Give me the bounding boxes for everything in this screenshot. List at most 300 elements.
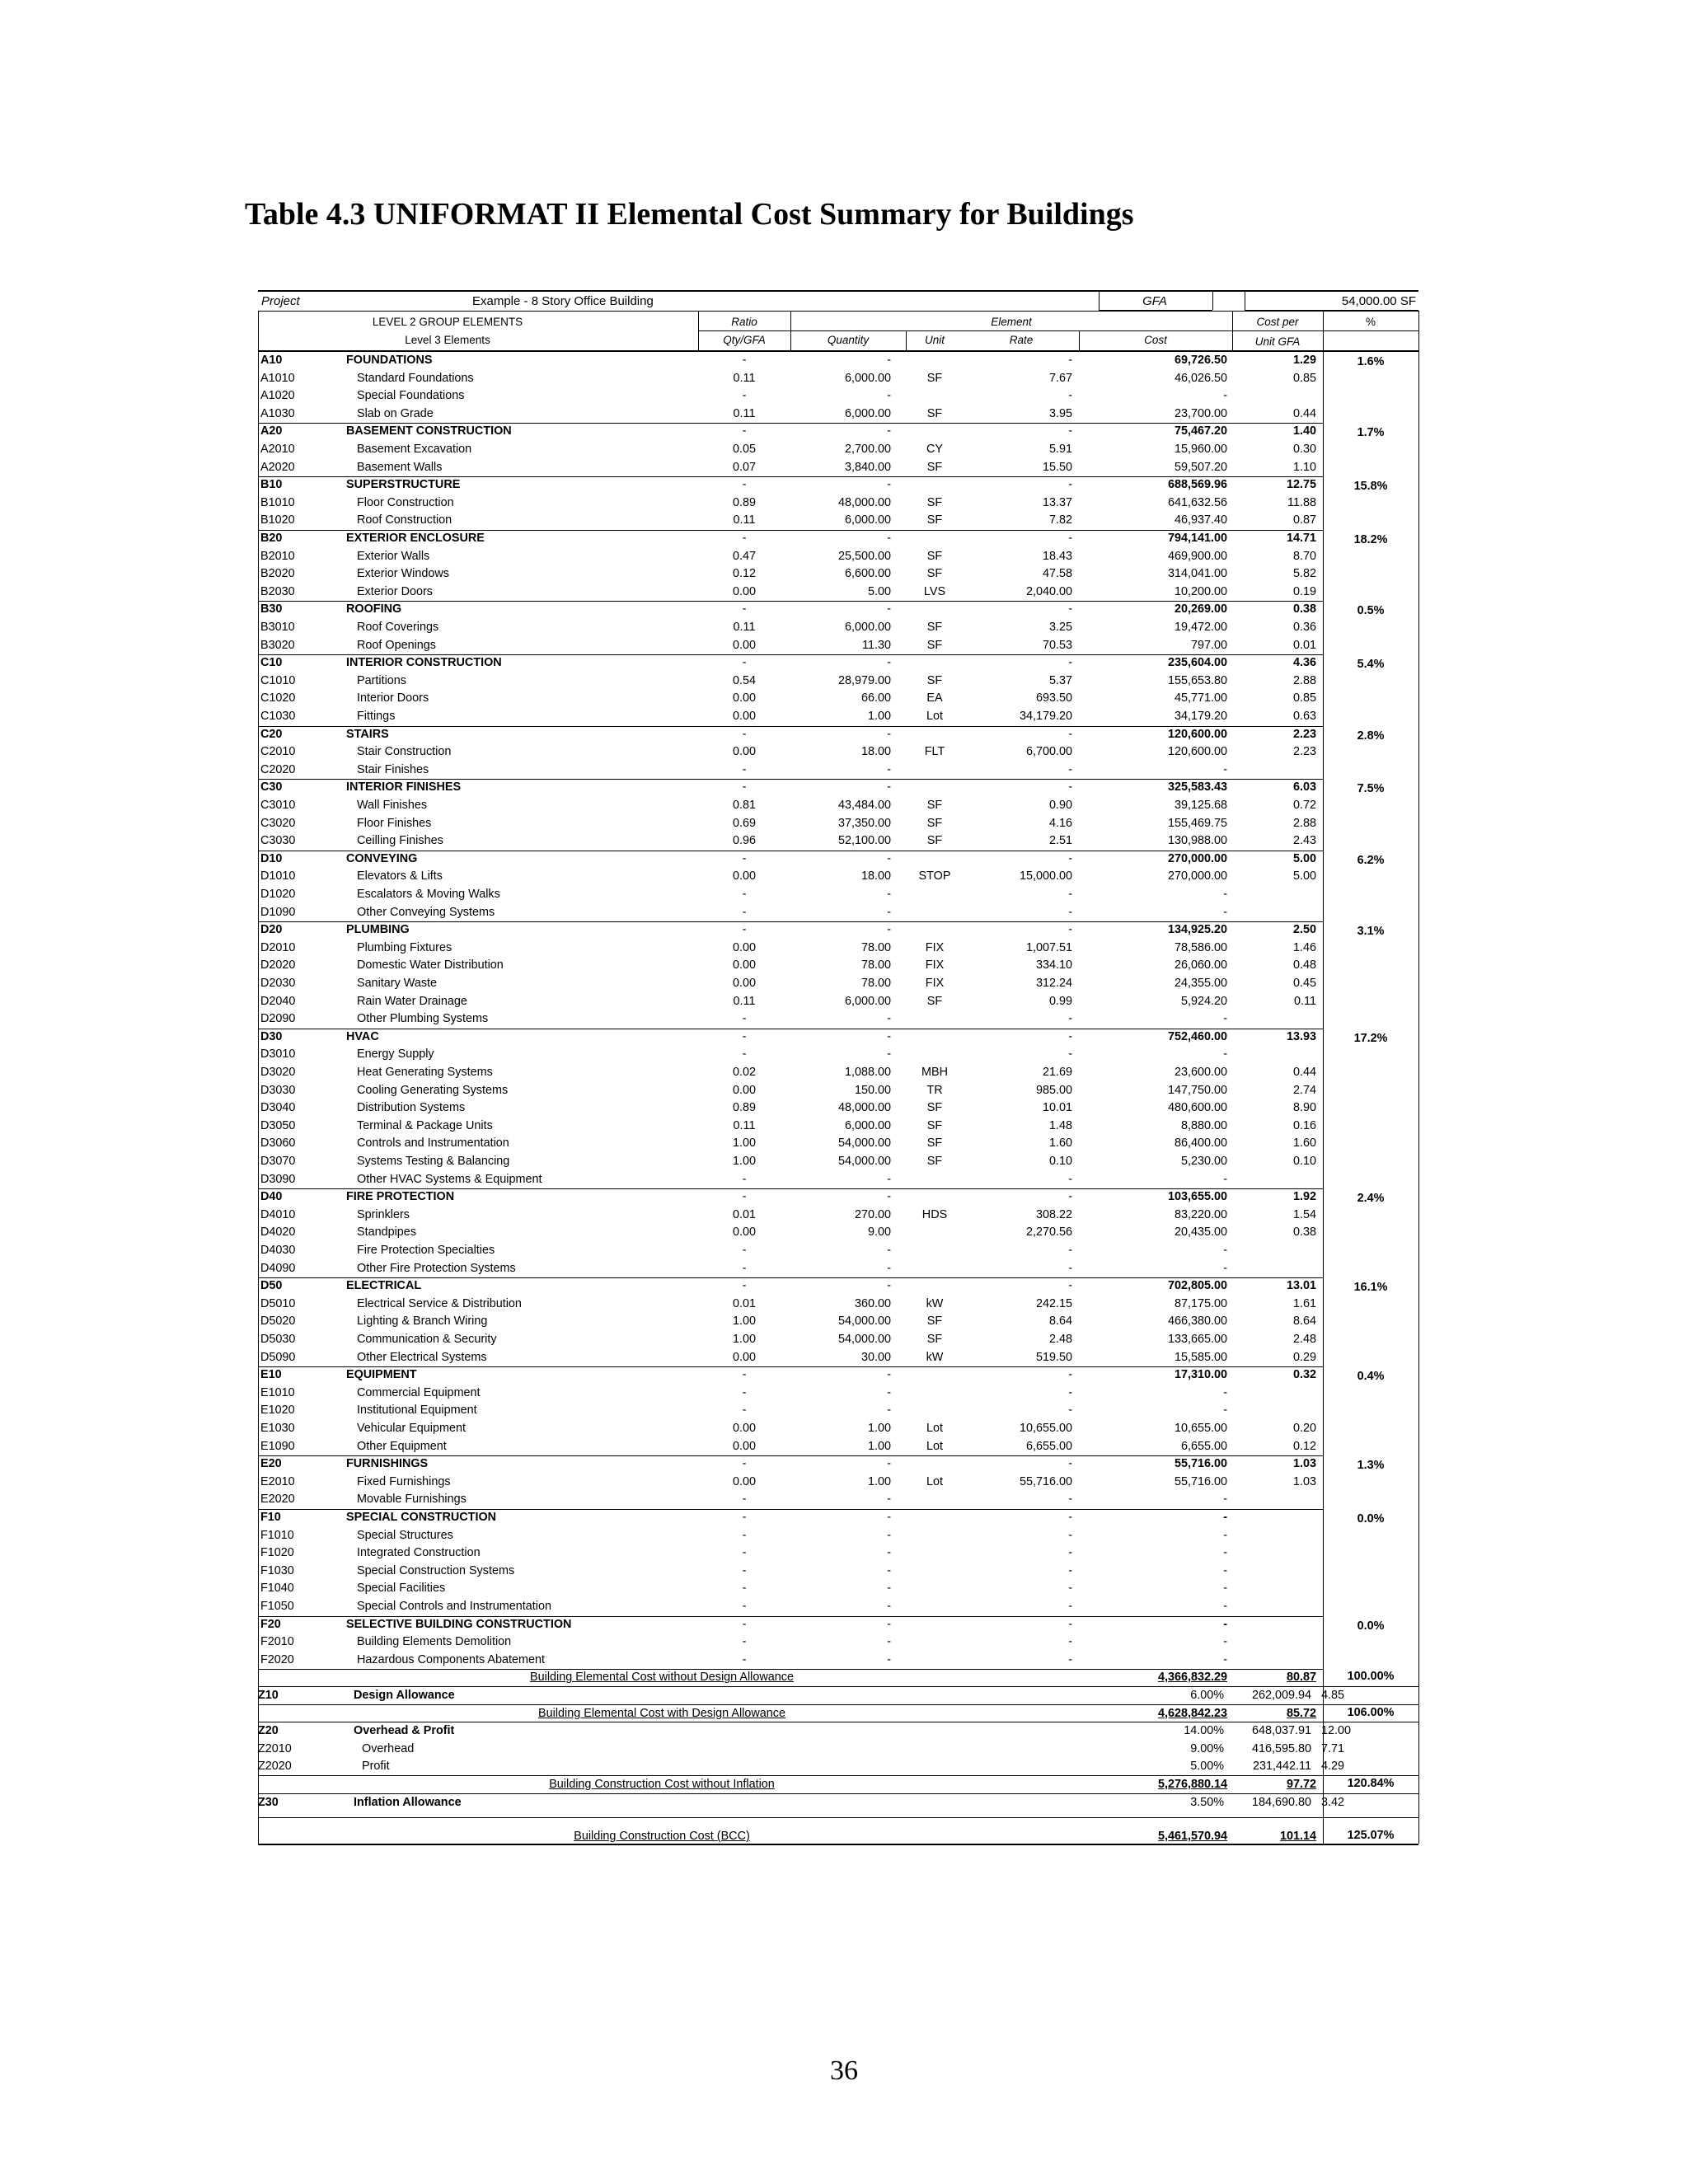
row-quantity: 25,500.00 <box>837 549 891 563</box>
row-code: C1020 <box>260 691 296 705</box>
subtotal-without-design-label: Building Elemental Cost without Design Allowance <box>530 1671 794 1685</box>
row-name: Standpipes <box>357 1226 417 1240</box>
row-rate: - <box>1068 424 1072 438</box>
group-percent: 15.8% <box>1353 480 1388 494</box>
row-quantity: 43,484.00 <box>837 799 891 812</box>
row-code: D2020 <box>260 958 296 972</box>
row-rate: 1.48 <box>1048 1118 1072 1132</box>
row-rate: 1,007.51 <box>1025 940 1072 954</box>
group-percent: 17.2% <box>1353 1031 1388 1045</box>
row-code: F2020 <box>260 1652 294 1666</box>
row-name: Distribution Systems <box>357 1101 466 1115</box>
row-code: D3070 <box>260 1155 296 1168</box>
row-name: Rain Water Drainage <box>357 994 467 1008</box>
row-rate: - <box>1068 1457 1072 1471</box>
row-quantity: 1.00 <box>867 1422 891 1435</box>
row-cost: 34,179.20 <box>1174 710 1227 723</box>
row-rate: - <box>1068 1511 1072 1524</box>
profit-cost-per-gfa: 4.29 <box>1321 1760 1345 1774</box>
row-cost: 314,041.00 <box>1167 567 1227 581</box>
row-name: Exterior Doors <box>357 584 433 598</box>
row-rate: 6,655.00 <box>1025 1439 1072 1453</box>
building-construction-cost-percent: 125.07% <box>1347 1829 1395 1843</box>
row-unit: SF <box>926 638 943 652</box>
row-quantity: 78.00 <box>860 940 891 954</box>
pct-label: % <box>1365 316 1376 328</box>
row-cost: 702,805.00 <box>1167 1279 1227 1293</box>
row-cost-per-gfa: 1.92 <box>1292 1190 1316 1204</box>
row-name: Roof Coverings <box>357 621 439 634</box>
row-name: Integrated Construction <box>357 1546 481 1560</box>
row-unit: SF <box>926 1315 943 1329</box>
row-ratio: - <box>742 1029 747 1043</box>
quantity-label: Quantity <box>827 334 870 346</box>
subtotal-with-design-cost-per-gfa: 85.72 <box>1286 1706 1316 1720</box>
row-unit: SF <box>926 816 943 830</box>
row-cost-per-gfa: 0.20 <box>1292 1422 1316 1435</box>
row-name: Special Construction Systems <box>357 1563 515 1577</box>
row-rate: 70.53 <box>1042 638 1072 652</box>
row-code: C1030 <box>260 710 296 723</box>
row-cost: - <box>1223 1385 1227 1399</box>
row-ratio: - <box>742 1172 747 1186</box>
row-cost: - <box>1223 1652 1227 1666</box>
row-quantity: - <box>887 389 891 403</box>
row-name: HVAC <box>346 1029 379 1043</box>
row-rate: - <box>1068 780 1072 794</box>
row-code: D4090 <box>260 1261 296 1275</box>
row-unit: SF <box>926 994 943 1008</box>
row-quantity: - <box>887 1493 891 1507</box>
row-cost: 26,060.00 <box>1174 958 1227 972</box>
row-quantity: 18.00 <box>860 869 891 883</box>
row-rate: 15,000.00 <box>1019 869 1072 883</box>
row-cost: 5,230.00 <box>1180 1155 1227 1168</box>
row-ratio: - <box>742 1652 747 1666</box>
row-code: F10 <box>260 1511 281 1524</box>
row-ratio: 1.00 <box>732 1315 756 1329</box>
row-quantity: 6,000.00 <box>844 621 891 634</box>
row-cost: - <box>1223 1047 1227 1062</box>
row-cost: 15,960.00 <box>1174 443 1227 456</box>
row-ratio: 0.11 <box>733 406 756 420</box>
row-name: Fittings <box>357 710 396 723</box>
row-cost-per-gfa: 0.16 <box>1292 1118 1316 1132</box>
row-name: Energy Supply <box>357 1047 434 1062</box>
row-quantity: - <box>887 851 891 865</box>
row-cost-per-gfa: 1.03 <box>1292 1474 1316 1488</box>
row-quantity: - <box>887 1190 891 1204</box>
row-cost: 480,600.00 <box>1167 1101 1227 1115</box>
row-ratio: - <box>742 1261 747 1275</box>
row-rate: - <box>1068 1617 1072 1631</box>
row-ratio: 0.00 <box>732 940 756 954</box>
row-rate: 34,179.20 <box>1019 710 1072 723</box>
row-cost-per-gfa: 1.03 <box>1292 1457 1316 1471</box>
row-rate: - <box>1068 923 1072 937</box>
row-rate: 334.10 <box>1035 958 1072 972</box>
row-cost: 752,460.00 <box>1167 1029 1227 1043</box>
row-ratio: - <box>742 1279 747 1293</box>
group-percent: 0.0% <box>1357 1512 1385 1526</box>
row-rate: 0.10 <box>1048 1155 1072 1168</box>
row-quantity: - <box>887 888 891 901</box>
row-rate: 2.51 <box>1048 834 1072 848</box>
row-rate: 4.16 <box>1048 816 1072 830</box>
row-quantity: - <box>887 602 891 616</box>
row-cost: 55,716.00 <box>1174 1457 1227 1471</box>
row-code: A2010 <box>260 443 295 456</box>
row-name: Communication & Security <box>357 1333 497 1346</box>
row-rate: 13.37 <box>1042 495 1072 509</box>
overhead-profit-cost: 648,037.91 <box>1251 1724 1311 1738</box>
row-code: D1090 <box>260 905 296 919</box>
row-cost: 235,604.00 <box>1167 656 1227 670</box>
row-name: ROOFING <box>346 602 402 616</box>
row-name: Systems Testing & Balancing <box>357 1155 510 1168</box>
profit-cost: 231,442.11 <box>1253 1760 1311 1774</box>
row-rate: - <box>1068 1385 1072 1399</box>
row-ratio: 0.11 <box>733 994 756 1008</box>
row-rate: - <box>1068 1600 1072 1613</box>
row-cost: 39,125.68 <box>1174 799 1227 812</box>
row-name: Interior Doors <box>357 691 429 705</box>
row-code: C20 <box>260 727 283 741</box>
row-cost: 8,880.00 <box>1180 1118 1227 1132</box>
row-cost: - <box>1223 1511 1227 1524</box>
row-rate: - <box>1068 1652 1072 1666</box>
row-code: D5020 <box>260 1315 296 1329</box>
row-quantity: 6,000.00 <box>844 371 891 385</box>
row-quantity: 18.00 <box>860 745 891 759</box>
row-cost: - <box>1223 888 1227 901</box>
row-rate: 47.58 <box>1042 567 1072 581</box>
row-cost: - <box>1223 905 1227 919</box>
row-unit: SF <box>926 1155 943 1168</box>
row-ratio: 0.00 <box>732 1422 756 1435</box>
row-name: CONVEYING <box>346 851 418 865</box>
row-quantity: - <box>887 1528 891 1542</box>
row-code: D3040 <box>260 1101 296 1115</box>
row-cost: 20,269.00 <box>1174 602 1227 616</box>
row-rate: - <box>1068 656 1072 670</box>
row-unit: SF <box>926 460 943 474</box>
group-percent: 7.5% <box>1357 782 1385 796</box>
row-cost-per-gfa: 12.75 <box>1286 478 1316 492</box>
group-percent: 0.4% <box>1357 1370 1385 1384</box>
row-cost-per-gfa: 1.60 <box>1292 1137 1316 1151</box>
row-cost: 270,000.00 <box>1167 869 1227 883</box>
row-name: SPECIAL CONSTRUCTION <box>346 1511 497 1524</box>
row-quantity: - <box>887 1617 891 1631</box>
row-ratio: - <box>742 1368 747 1382</box>
row-cost-per-gfa: 1.29 <box>1292 354 1316 367</box>
design-allowance-code: Z10 <box>258 1689 279 1702</box>
row-cost-per-gfa: 8.64 <box>1292 1315 1316 1329</box>
row-cost-per-gfa: 0.12 <box>1292 1439 1316 1453</box>
row-name: Other Electrical Systems <box>357 1350 487 1364</box>
row-rate: - <box>1068 851 1072 865</box>
row-code: B3010 <box>260 621 295 634</box>
group-percent: 0.0% <box>1357 1619 1385 1633</box>
row-ratio: 0.02 <box>732 1066 756 1079</box>
row-rate: 2.48 <box>1048 1333 1072 1346</box>
row-cost-per-gfa: 0.63 <box>1292 710 1316 723</box>
row-unit: LVS <box>923 584 946 598</box>
row-code: D4010 <box>260 1207 296 1221</box>
row-rate: - <box>1068 1172 1072 1186</box>
unit-gfa-label: Unit GFA <box>1254 335 1301 348</box>
row-name: Domestic Water Distribution <box>357 958 504 972</box>
row-quantity: - <box>887 1368 891 1382</box>
row-quantity: 6,000.00 <box>844 1118 891 1132</box>
row-code: D1010 <box>260 869 296 883</box>
row-quantity: 54,000.00 <box>837 1333 891 1346</box>
row-code: C3010 <box>260 799 296 812</box>
row-cost-per-gfa: 4.36 <box>1292 656 1316 670</box>
row-rate: 308.22 <box>1035 1207 1072 1221</box>
row-cost: 19,472.00 <box>1174 621 1227 634</box>
row-rate: 15.50 <box>1042 460 1072 474</box>
row-code: B1020 <box>260 513 295 527</box>
row-cost-per-gfa: 0.87 <box>1292 513 1316 527</box>
row-code: E2020 <box>260 1493 295 1507</box>
inflation-allowance-cost-per-gfa: 3.42 <box>1321 1795 1345 1809</box>
row-name: Other Conveying Systems <box>357 905 495 919</box>
row-name: Special Foundations <box>357 389 465 403</box>
row-cost: - <box>1223 1600 1227 1613</box>
row-code: D5090 <box>260 1350 296 1364</box>
row-code: F1040 <box>260 1582 294 1596</box>
row-cost: 134,925.20 <box>1167 923 1227 937</box>
row-ratio: 0.00 <box>732 1350 756 1364</box>
row-quantity: - <box>887 656 891 670</box>
row-unit: SF <box>926 1137 943 1151</box>
row-cost-per-gfa: 5.00 <box>1292 869 1316 883</box>
row-cost: 55,716.00 <box>1174 1474 1227 1488</box>
profit-name: Profit <box>362 1760 390 1774</box>
row-ratio: - <box>742 727 747 741</box>
row-code: D30 <box>260 1029 283 1043</box>
row-name: Elevators & Lifts <box>357 869 443 883</box>
row-name: Movable Furnishings <box>357 1493 467 1507</box>
row-rate: - <box>1068 532 1072 545</box>
row-rate: 10.01 <box>1042 1101 1072 1115</box>
row-code: F1030 <box>260 1563 294 1577</box>
row-name: Other HVAC Systems & Equipment <box>357 1172 542 1186</box>
row-unit: SF <box>926 834 943 848</box>
row-ratio: - <box>742 1190 747 1204</box>
row-quantity: - <box>887 762 891 776</box>
row-cost: 325,583.43 <box>1167 780 1227 794</box>
overhead-profit-code: Z20 <box>258 1724 279 1738</box>
row-code: C2020 <box>260 762 296 776</box>
row-name: Fixed Furnishings <box>357 1474 451 1488</box>
row-ratio: 0.96 <box>732 834 756 848</box>
row-quantity: 48,000.00 <box>837 1101 891 1115</box>
row-ratio: - <box>742 1528 747 1542</box>
row-cost: 688,569.96 <box>1167 478 1227 492</box>
row-ratio: - <box>742 478 747 492</box>
row-ratio: 0.01 <box>732 1207 756 1221</box>
row-rate: 3.95 <box>1048 406 1072 420</box>
row-ratio: - <box>742 1563 747 1577</box>
row-code: F1050 <box>260 1600 294 1613</box>
row-quantity: 1.00 <box>867 1439 891 1453</box>
row-quantity: - <box>887 1457 891 1471</box>
row-code: C2010 <box>260 745 296 759</box>
row-name: Vehicular Equipment <box>357 1422 466 1435</box>
row-cost-per-gfa: 13.93 <box>1286 1029 1316 1043</box>
group-percent: 5.4% <box>1357 658 1385 672</box>
row-cost: - <box>1223 1546 1227 1560</box>
row-rate: - <box>1068 1546 1072 1560</box>
row-unit: kW <box>926 1296 944 1310</box>
row-name: Floor Finishes <box>357 816 432 830</box>
row-ratio: 0.00 <box>732 691 756 705</box>
row-cost: 78,586.00 <box>1174 940 1227 954</box>
row-cost-per-gfa: 0.36 <box>1292 621 1316 634</box>
row-code: F20 <box>260 1617 281 1631</box>
row-name: Ceilling Finishes <box>357 834 443 848</box>
row-ratio: - <box>742 1546 747 1560</box>
row-code: A1030 <box>260 406 295 420</box>
row-quantity: 6,000.00 <box>844 406 891 420</box>
row-cost: - <box>1223 1172 1227 1186</box>
row-code: D2040 <box>260 994 296 1008</box>
row-rate: 3.25 <box>1048 621 1072 634</box>
row-ratio: - <box>742 888 747 901</box>
row-ratio: 0.00 <box>732 1474 756 1488</box>
subtotal-without-design-cost-per-gfa: 80.87 <box>1286 1671 1316 1685</box>
row-cost: 23,700.00 <box>1174 406 1227 420</box>
row-rate: - <box>1068 478 1072 492</box>
row-rate: - <box>1068 888 1072 901</box>
row-code: E2010 <box>260 1474 295 1488</box>
row-code: A10 <box>260 354 283 367</box>
row-quantity: - <box>887 1635 891 1649</box>
row-cost: 641,632.56 <box>1167 495 1227 509</box>
row-name: Exterior Windows <box>357 567 449 581</box>
row-cost-per-gfa: 5.82 <box>1292 567 1316 581</box>
row-name: Roof Openings <box>357 638 436 652</box>
row-rate: - <box>1068 762 1072 776</box>
row-rate: - <box>1068 1261 1072 1275</box>
row-quantity: 6,000.00 <box>844 513 891 527</box>
overhead-profit-cost-per-gfa: 12.00 <box>1321 1724 1352 1738</box>
row-quantity: 48,000.00 <box>837 495 891 509</box>
row-quantity: 54,000.00 <box>837 1315 891 1329</box>
overhead-cost: 416,595.80 <box>1251 1741 1311 1755</box>
cost-label: Cost <box>1144 334 1167 346</box>
row-code: E10 <box>260 1368 282 1382</box>
row-ratio: 0.00 <box>732 1083 756 1097</box>
row-cost-per-gfa: 0.29 <box>1292 1350 1316 1364</box>
row-name: Cooling Generating Systems <box>357 1083 509 1097</box>
row-ratio: - <box>742 1617 747 1631</box>
row-name: Sanitary Waste <box>357 977 438 990</box>
row-code: D50 <box>260 1279 283 1293</box>
row-ratio: - <box>742 1582 747 1596</box>
row-code: B2010 <box>260 549 295 563</box>
row-unit: SF <box>926 1118 943 1132</box>
row-ratio: - <box>742 1457 747 1471</box>
row-ratio: 1.00 <box>732 1333 756 1346</box>
row-cost: 103,655.00 <box>1167 1190 1227 1204</box>
row-cost: 466,380.00 <box>1167 1315 1227 1329</box>
row-cost: - <box>1223 1493 1227 1507</box>
row-unit: Lot <box>926 1474 943 1488</box>
row-ratio: 1.00 <box>732 1155 756 1168</box>
row-rate: 7.82 <box>1048 513 1072 527</box>
row-unit: SF <box>926 406 943 420</box>
subtotal-with-design-cost: 4,628,842.23 <box>1157 1706 1227 1720</box>
cost-per-label: Cost per <box>1256 316 1299 328</box>
row-code: E1010 <box>260 1385 295 1399</box>
row-cost-per-gfa: 0.01 <box>1292 638 1316 652</box>
row-cost: 83,220.00 <box>1174 1207 1227 1221</box>
row-ratio: 1.00 <box>732 1137 756 1151</box>
row-unit: SF <box>926 799 943 812</box>
row-ratio: - <box>742 656 747 670</box>
row-rate: - <box>1068 1012 1072 1026</box>
row-rate: 10,655.00 <box>1019 1422 1072 1435</box>
row-ratio: - <box>742 923 747 937</box>
row-unit: SF <box>926 513 943 527</box>
row-code: C3020 <box>260 816 296 830</box>
row-cost-per-gfa: 2.43 <box>1292 834 1316 848</box>
row-code: D1020 <box>260 888 296 901</box>
row-cost: - <box>1223 1563 1227 1577</box>
row-code: B30 <box>260 602 283 616</box>
overhead-rate: 9.00% <box>1190 1741 1224 1755</box>
row-quantity: - <box>887 424 891 438</box>
row-cost-per-gfa: 1.46 <box>1292 940 1316 954</box>
row-unit: EA <box>926 691 943 705</box>
row-unit: HDS <box>921 1207 948 1221</box>
row-rate: 2,270.56 <box>1025 1226 1072 1240</box>
row-cost-per-gfa: 11.88 <box>1287 495 1316 509</box>
row-code: B10 <box>260 478 283 492</box>
row-code: D20 <box>260 923 283 937</box>
group-percent: 3.1% <box>1357 925 1385 939</box>
row-unit: CY <box>926 443 943 456</box>
row-ratio: 0.11 <box>733 621 756 634</box>
group-percent: 1.3% <box>1357 1459 1385 1473</box>
row-unit: MBH <box>921 1066 948 1079</box>
profit-code: Z2020 <box>258 1760 292 1774</box>
row-ratio: 0.00 <box>732 869 756 883</box>
inflation-allowance-cost: 184,690.80 <box>1251 1795 1311 1809</box>
row-name: PLUMBING <box>346 923 410 937</box>
row-rate: - <box>1068 1047 1072 1062</box>
row-name: Basement Walls <box>357 460 443 474</box>
row-cost-per-gfa: 0.19 <box>1292 584 1316 598</box>
row-ratio: 0.89 <box>732 1101 756 1115</box>
row-cost-per-gfa: 2.88 <box>1292 816 1316 830</box>
row-quantity: 6,600.00 <box>844 567 891 581</box>
row-quantity: 28,979.00 <box>837 673 891 687</box>
row-rate: 7.67 <box>1048 371 1072 385</box>
row-quantity: - <box>887 1652 891 1666</box>
row-ratio: - <box>742 1047 747 1062</box>
row-rate: 985.00 <box>1035 1083 1072 1097</box>
row-name: Exterior Walls <box>357 549 430 563</box>
row-cost: - <box>1223 1582 1227 1596</box>
row-quantity: - <box>887 1012 891 1026</box>
row-quantity: 3,840.00 <box>844 460 891 474</box>
subtotal-without-inflation-cost: 5,276,880.14 <box>1157 1778 1227 1791</box>
